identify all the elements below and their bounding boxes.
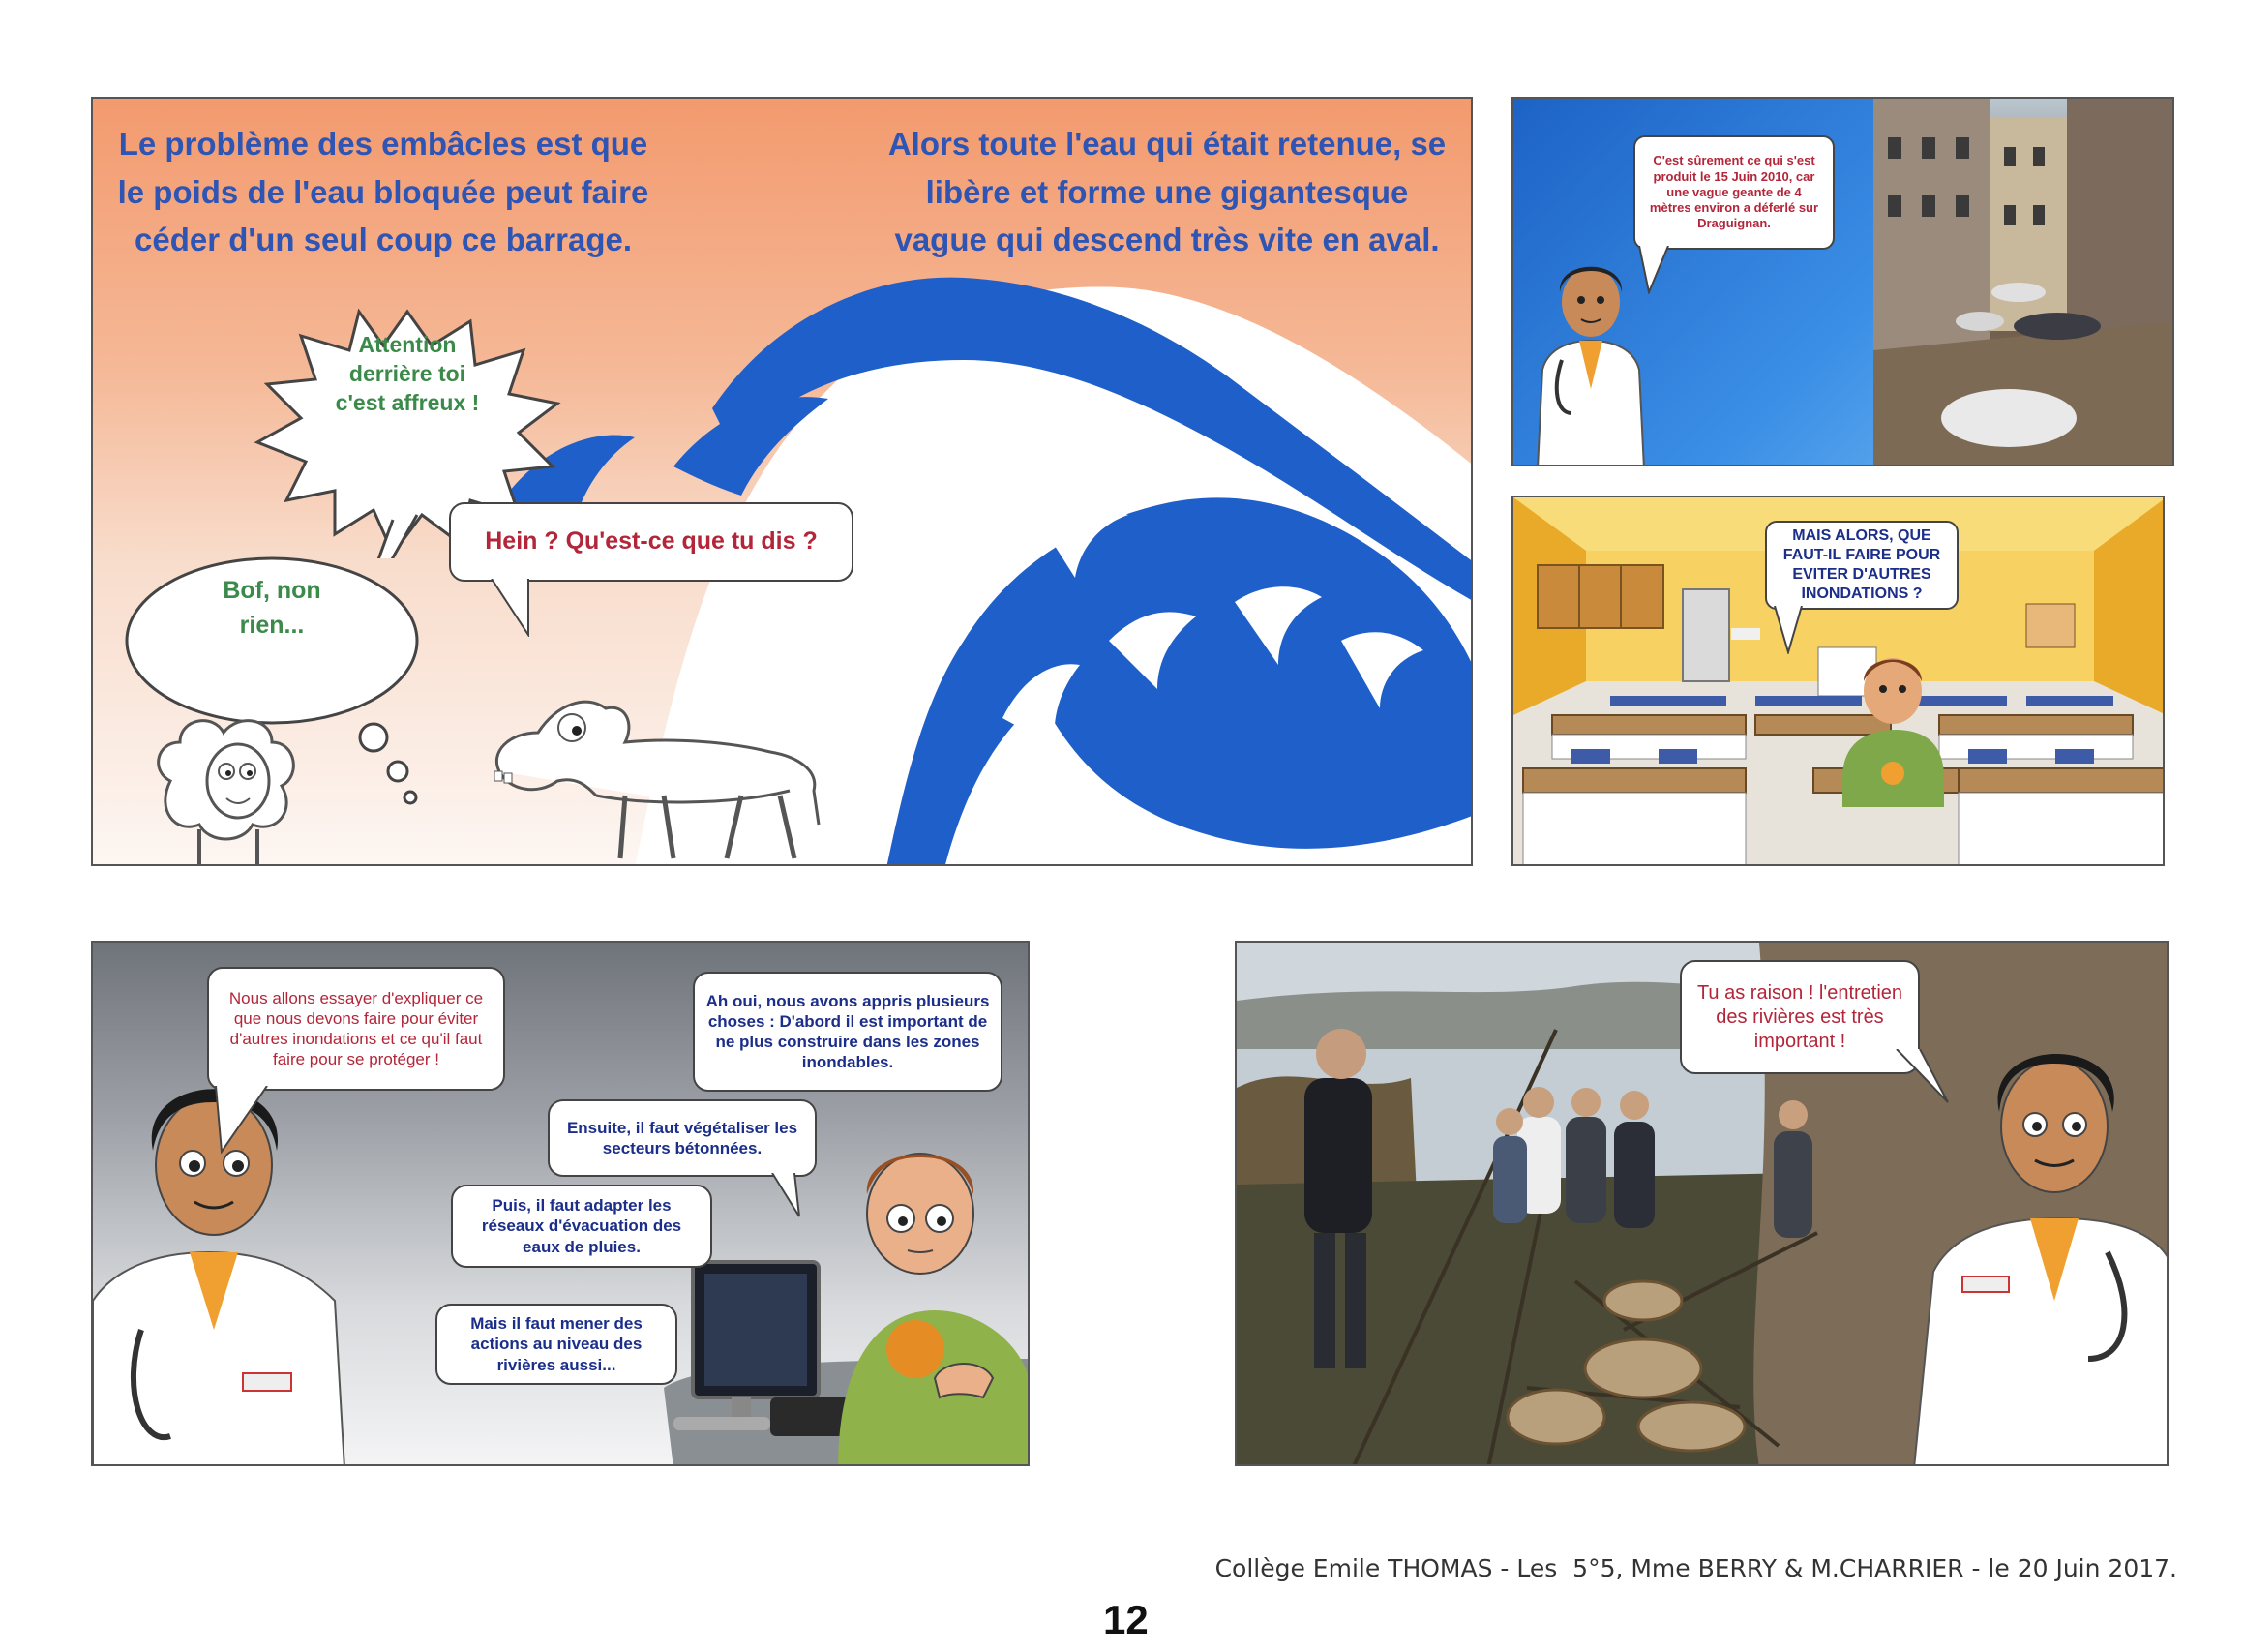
panel-flood-photo: [1511, 97, 2174, 466]
doctor-speech-bubble: Tu as raison ! l'entretien des rivières est très important !: [1680, 960, 1920, 1074]
student-speech-tail-2: [770, 1173, 809, 1221]
thought-bubble-text: Bof, non rien...: [223, 577, 321, 640]
panel-classroom: [1511, 496, 2165, 866]
burst-bubble-text: Attention derrière toi c'est affreux !: [335, 332, 480, 415]
student-speech-bubble-1: Ah oui, nous avons appris plusieurs choses : D'abord il est important de ne plus construire dans les zones inondables.: [693, 972, 1002, 1092]
student-speech-bubble-2: Ensuite, il faut végétaliser les secteurs bétonnées.: [548, 1099, 817, 1177]
page-number: 12: [1103, 1597, 1149, 1642]
doctor-speech-bubble: Nous allons essayer d'expliquer ce que nous devons faire pour éviter d'autres inondations et ce qu'il faut faire pour se protéger !: [207, 967, 505, 1091]
student-speech-bubble-3: Puis, il faut adapter les réseaux d'évacuation des eaux de pluies.: [451, 1185, 712, 1268]
flood-street-photo: [1873, 99, 2174, 466]
sheep-illustration: [141, 704, 315, 866]
student-speech-bubble-4: Mais il faut mener des actions au niveau des rivières aussi...: [435, 1304, 677, 1385]
student-speech-tail: [1773, 606, 1811, 654]
doctor-speech-bubble: C'est sûrement ce qui s'est produit le 15 Juin 2010, car une vague geante de 4 mètres environ a déferlé sur Draguignan.: [1633, 135, 1835, 250]
panel-river-photo: [1235, 941, 2169, 1466]
doctor-speech-tail: [214, 1086, 282, 1154]
narration-right: Alors toute l'eau qui était retenue, se libère et forme une gigantesque vague qui descend très vite en aval.: [887, 126, 1447, 257]
horse-speech-tail: [490, 579, 548, 637]
doctor-character: [1523, 244, 1659, 466]
panel-computer: [91, 941, 1030, 1466]
student-speech-bubble: MAIS ALORS, QUE FAUT-IL FAIRE POUR EVITER D'AUTRES INONDATIONS ?: [1765, 521, 1959, 610]
panel-wave: [91, 97, 1473, 866]
narration-left: Le problème des embâcles est que le poids de l'eau bloquée peut faire céder d'un seul coup ce barrage.: [117, 126, 649, 257]
horse-illustration: [480, 665, 848, 866]
footer-credit: Collège Emile THOMAS - Les 5°5, Mme BERRY & M.CHARRIER - le 20 Juin 2017.: [1214, 1554, 2177, 1582]
doctor-speech-tail: [1895, 1049, 1953, 1107]
horse-speech-bubble: Hein ? Qu'est-ce que tu dis ?: [449, 502, 853, 582]
